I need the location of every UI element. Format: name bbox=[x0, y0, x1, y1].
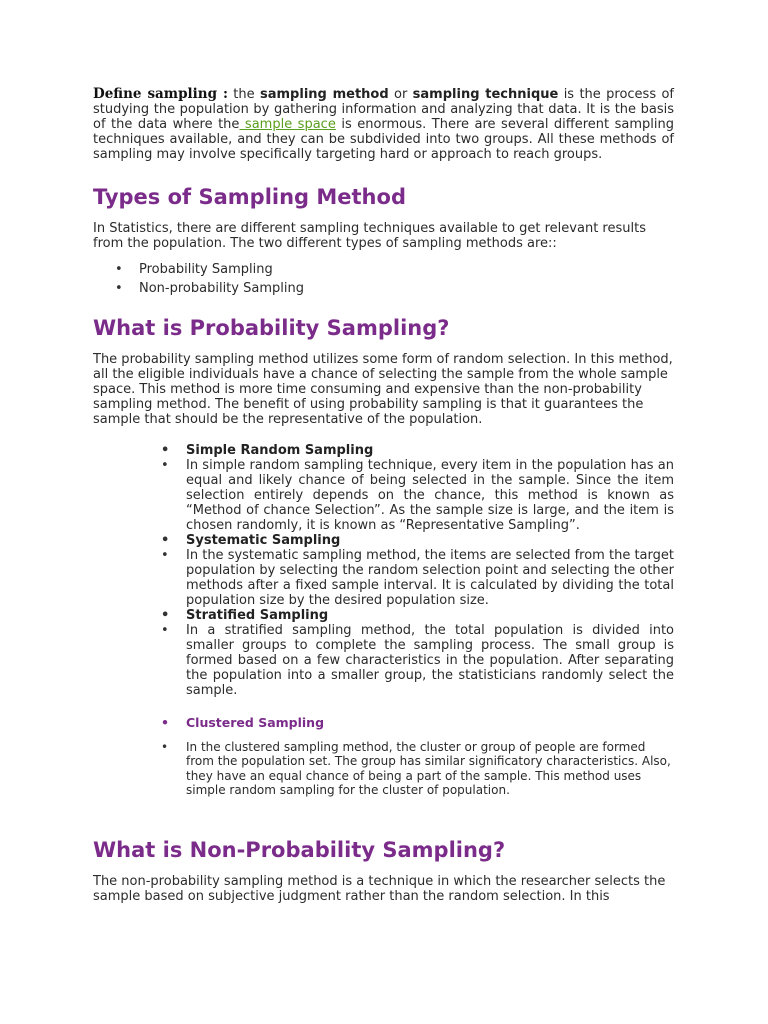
clustered-list bbox=[93, 716, 674, 798]
method-title-systematic: • Systematic Sampling bbox=[93, 533, 674, 548]
probability-paragraph: The probability sampling method utilizes some form of random selection. In this method, all the eligible individuals have a chance of selecting the sample from the whole sample space. This method is more time consuming and expensive than the non-probability sampling method. The benefit of using probability sampling is that it guarantees the sample that should be the representative of the population. bbox=[93, 352, 673, 427]
method-title-simple-random: • Simple Random Sampling bbox=[93, 443, 674, 458]
heading-types: Types of Sampling Method bbox=[93, 185, 406, 209]
method-text-clustered: • In the clustered sampling method, the cluster or group of people are formed from the population set. The group has similar significatory characteristics. Also, they have an equal chance of being a part of the sample. This method uses simple random sampling for the cluster of population. bbox=[93, 740, 674, 798]
types-paragraph: In Statistics, there are different sampling techniques available to get relevant results from the population. The two different types of sampling methods are:: bbox=[93, 221, 646, 251]
intro-text-2: or bbox=[388, 87, 413, 102]
heading-nonprobability: What is Non-Probability Sampling? bbox=[93, 837, 506, 862]
sample-space-link[interactable]: sample space bbox=[239, 117, 336, 132]
heading-probability: What is Probability Sampling? bbox=[93, 316, 450, 340]
list-item: • Probability Sampling bbox=[93, 260, 674, 279]
intro-text-3: is the process of studying the population by gathering information and analyzing that data. It is the basis of the data where the bbox=[93, 87, 674, 132]
method-text-stratified: • In a stratified sampling method, the total population is divided into smaller groups to complete the sampling process. The small group is formed based on a few characteristics in the population. After separating the population into a smaller group, the statisticians randomly select the sample. bbox=[93, 623, 674, 698]
method-text-simple-random: • In simple random sampling technique, every item in the population has an equal and likely chance of being selected in the sample. Since the item selection entirely depends on the chance, this method is known as “Method of chance Selection”. As the sample size is large, and the item is chosen randomly, it is known as “Representative Sampling”. bbox=[93, 458, 674, 533]
intro-bold-2: sampling technique bbox=[412, 87, 559, 102]
intro-text-4: is enormous. There are several different sampling techniques available, and they can be subdivided into two groups. All these methods of sampling may involve specifically targeting hard or approach to reach groups. bbox=[93, 117, 675, 162]
method-title-stratified: • Stratified Sampling bbox=[93, 608, 674, 623]
methods-list bbox=[93, 443, 674, 698]
method-title-clustered: • Clustered Sampling bbox=[93, 716, 674, 731]
list-item: • Non-probability Sampling bbox=[93, 279, 674, 298]
intro-bold-1: sampling method bbox=[260, 87, 389, 102]
intro-paragraph bbox=[93, 87, 674, 162]
define-label: Define sampling : bbox=[93, 86, 228, 102]
document-page bbox=[93, 87, 674, 904]
intro-text-1: the bbox=[227, 87, 260, 102]
nonprobability-paragraph: The non-probability sampling method is a technique in which the researcher selects the sample based on subjective judgment rather than the random selection. In this bbox=[93, 873, 666, 904]
types-list bbox=[93, 260, 674, 298]
method-text-systematic: • In the systematic sampling method, the items are selected from the target population by selecting the random selection point and selecting the other methods after a fixed sample interval. It is calculated by dividing the total population size by the desired population size. bbox=[93, 548, 674, 608]
